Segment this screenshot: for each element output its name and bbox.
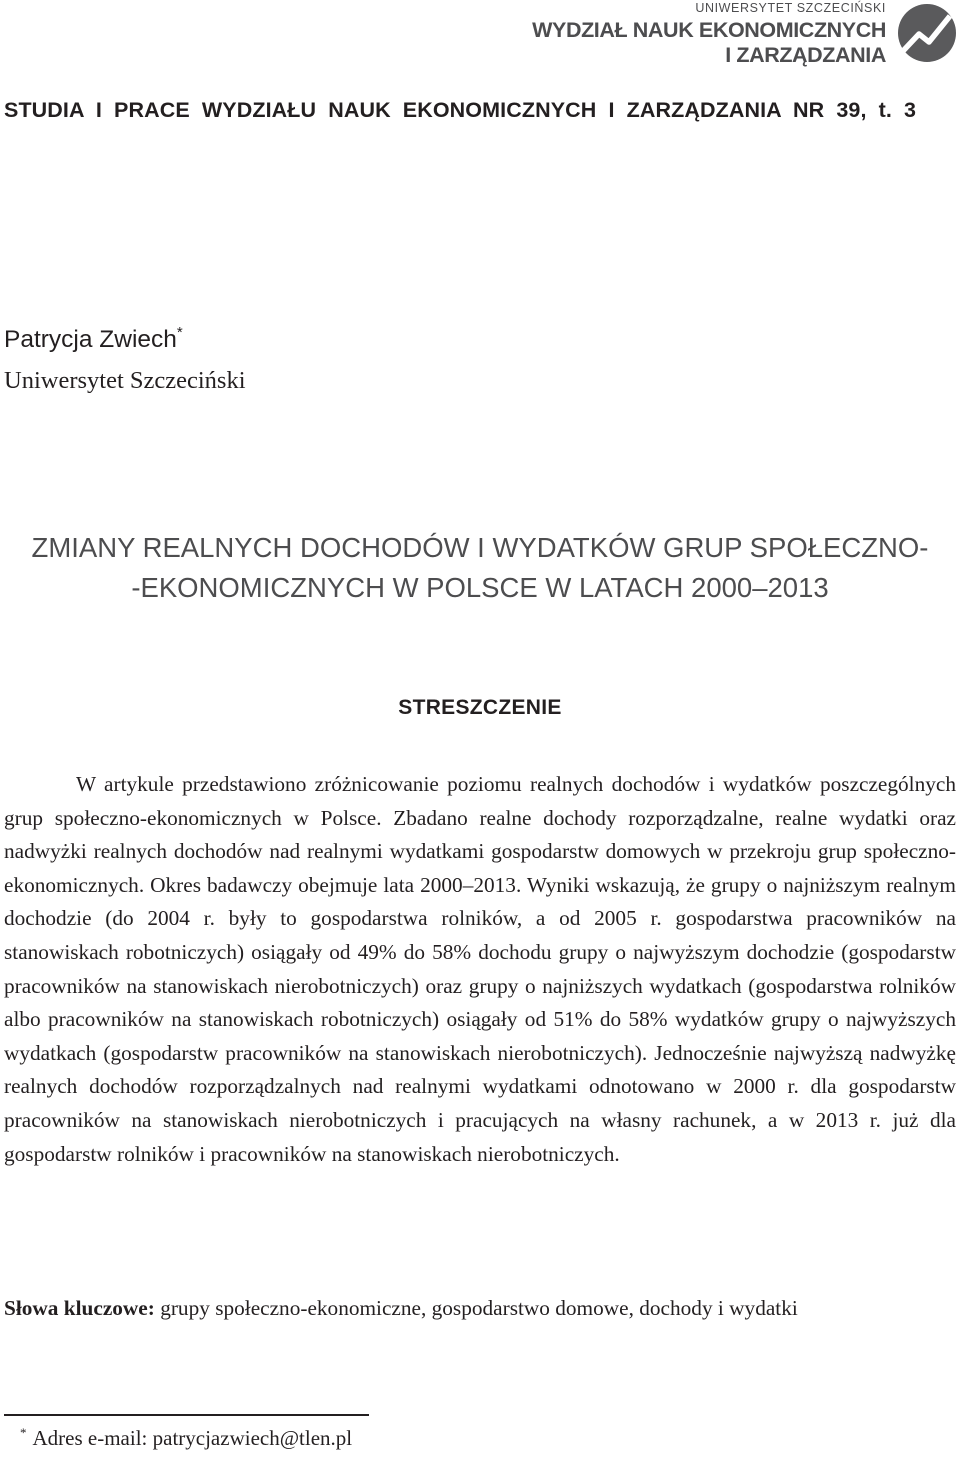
footnote-marker: *: [20, 1425, 27, 1440]
logo-faculty-line2: I ZARZĄDZANIA: [725, 43, 886, 67]
logo-faculty-line1: WYDZIAŁ NAUK EKONOMICZNYCH: [532, 17, 886, 42]
footnote-text: Adres e-mail: patrycjazwiech@tlen.pl: [32, 1426, 353, 1450]
article-title: [0, 528, 960, 608]
faculty-logo: [532, 2, 956, 68]
journal-series-line: STUDIA I PRACE WYDZIAŁU NAUK EKONOMICZNYCH I ZARZĄDZANIA NR 39, t. 3: [4, 98, 917, 122]
keywords-text: grupy społeczno-ekonomiczne, gospodarstwo domowe, dochody i wydatki: [160, 1296, 798, 1320]
abstract-text: W artykule przedstawiono zróżnicowanie poziomu realnych dochodów i wydatków poszczególnych grup społeczno-ekonomicznych w Polsce. Zbadano realne dochody rozporządzalne, realne wydatki oraz nadwyżki realnych dochodów nad realnymi wydatkami gospodarstw domowych w przekroju grup społeczno-ekonomicznych. Okres badawczy obejmuje lata 2000–2013. Wyniki wskazują, że grupy o najniższym realnym dochodzie (do 2004 r. były to gospodarstwa rolników, a od 2005 r. gospodarstwa pracowników na stanowiskach robotniczych) osiągały od 49% do 58% dochodu grupy o najwyższym dochodzie (gospodarstw pracowników na stanowiskach nierobotniczych) oraz grupy o najniższych wydatkach (gospodarstwa rolników albo pracowników na stanowiskach robotniczych) osiągały od 51% do 58% wydatków grupy o najwyższych wydatkach (gospodarstw pracowników na stanowiskach nierobotniczych). Jednocześnie najwyższą nadwyżkę realnych dochodów rozporządzalnych nad realnymi wydatkami odnotowano w 2000 r. dla gospodarstw pracowników na stanowiskach nierobotniczych i pracujących na własny rachunek, a w 2013 r. już dla gospodarstw rolników i pracowników na stanowiskach nierobotniczych.: [4, 772, 956, 1166]
author-name: [4, 326, 183, 354]
keywords-label: Słowa kluczowe:: [4, 1296, 155, 1320]
author-name-text: Patrycja Zwiech: [4, 326, 177, 353]
author-affiliation: Uniwersytet Szczeciński: [4, 367, 246, 394]
article-title-line2: -EKONOMICZNYCH W POLSCE W LATACH 2000–2013: [131, 572, 829, 603]
keywords: [4, 1296, 960, 1321]
author-footnote-marker: *: [176, 324, 183, 341]
article-title-line1: ZMIANY REALNYCH DOCHODÓW I WYDATKÓW GRUP SPOŁECZNO-: [31, 532, 929, 563]
logo-university: UNIWERSYTET SZCZECIŃSKI: [695, 1, 886, 15]
rising-line-in-circle-icon: [898, 4, 956, 62]
abstract-heading: STRESZCZENIE: [398, 696, 562, 719]
footnote-divider: [4, 1414, 369, 1416]
logo-text: [532, 2, 886, 67]
footnote: [4, 1426, 352, 1451]
